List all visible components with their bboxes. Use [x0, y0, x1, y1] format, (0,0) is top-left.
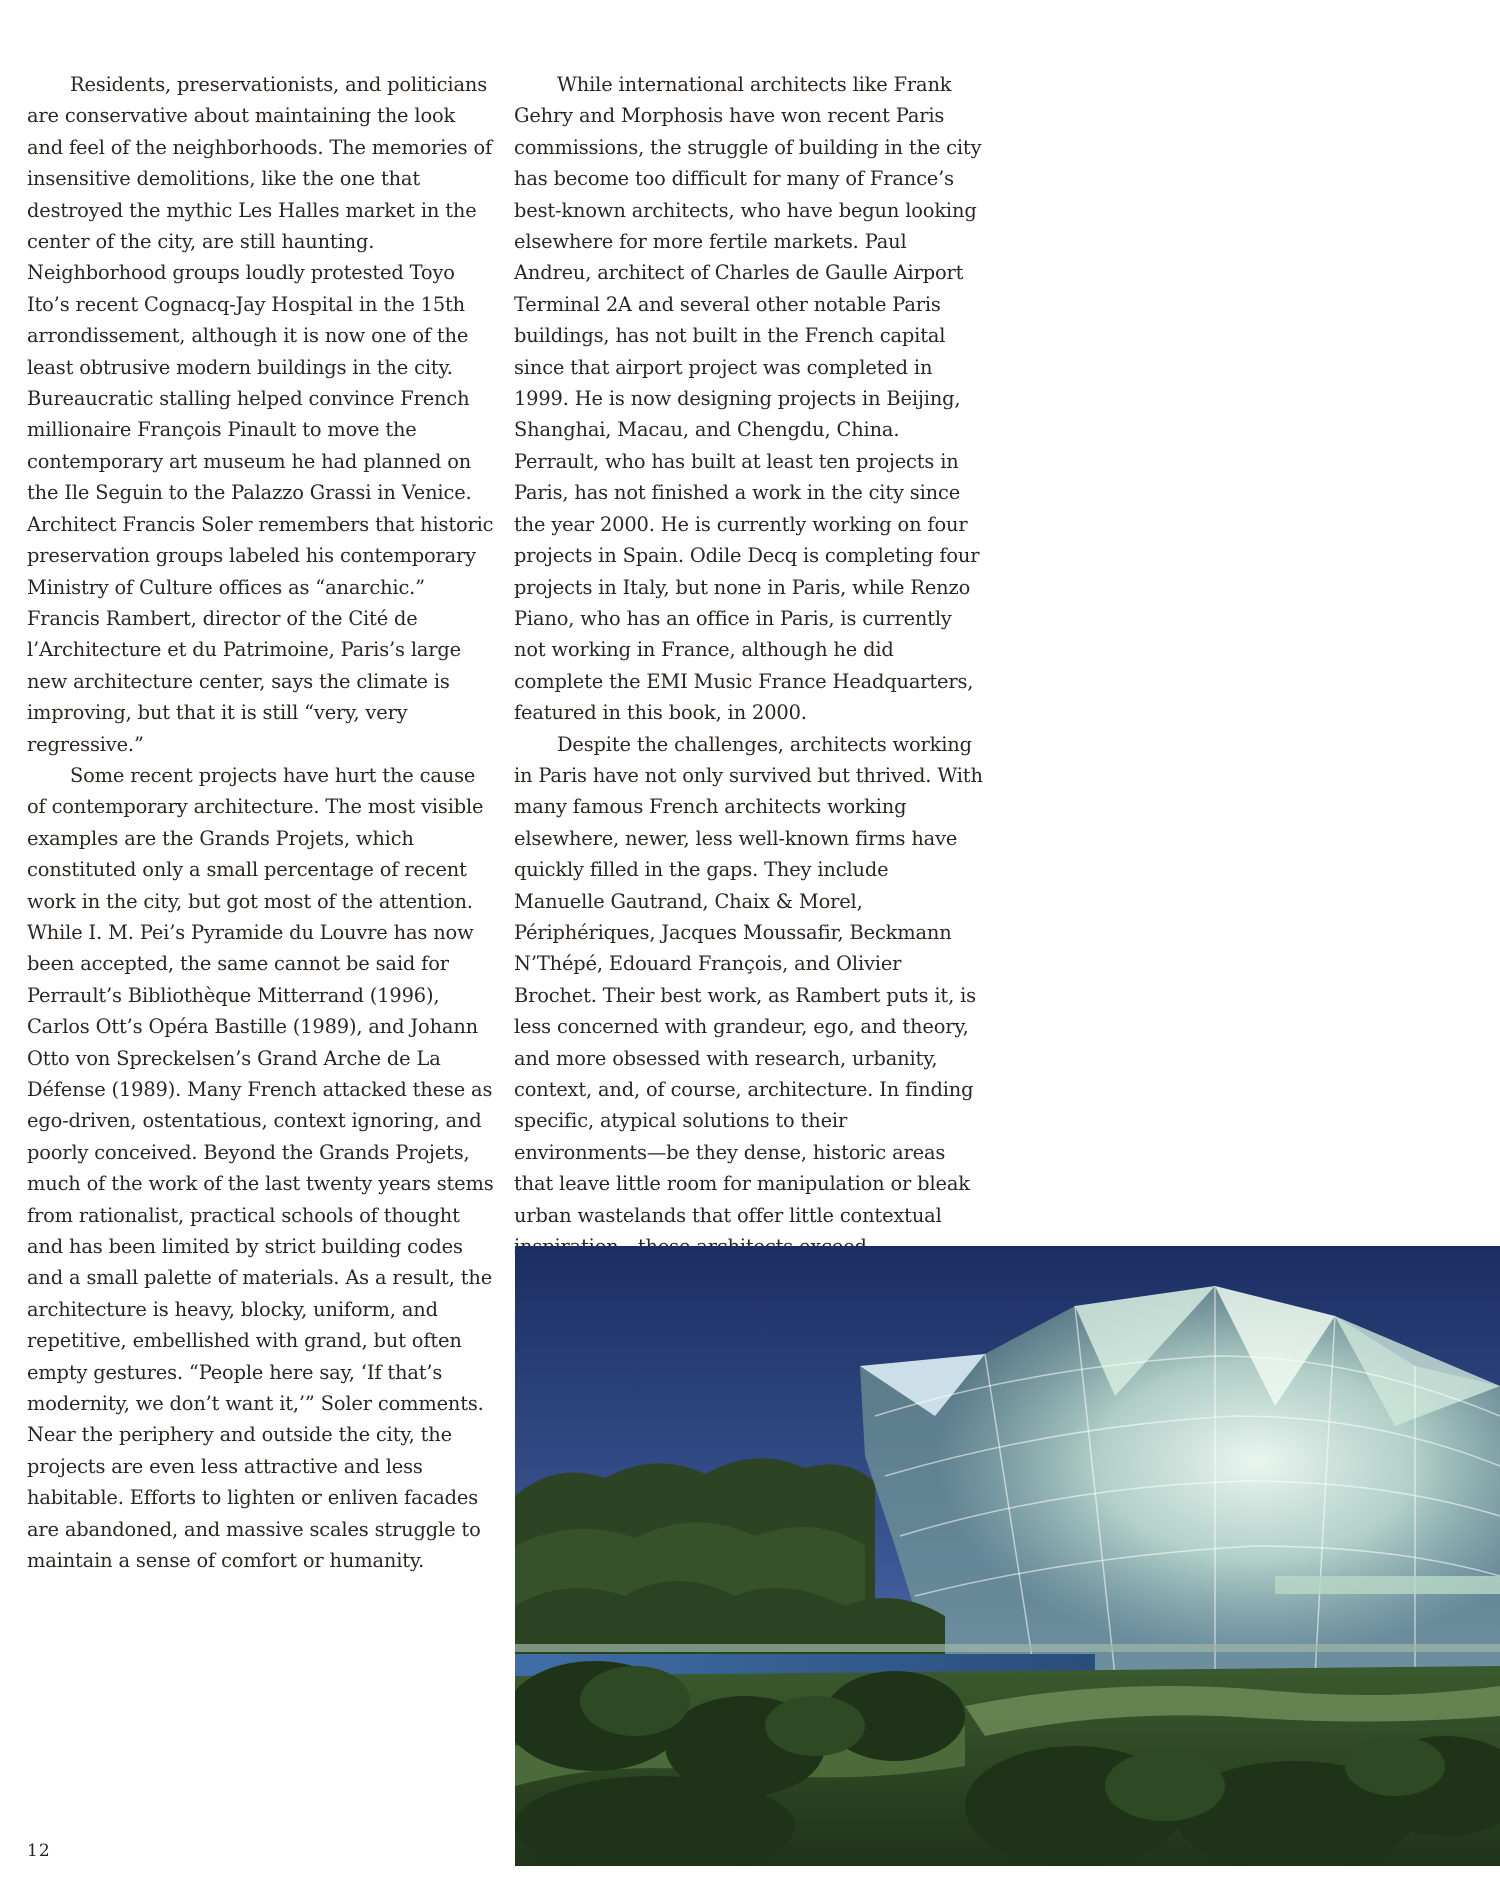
paragraph: Some recent projects have hurt the cause of contemporary architecture. The most visible examples are the Grands Projets, which constituted only a small percentage of recent work in the city, but got most of the attention. While I. M. Pei’s Pyramide du Louvre has now been accepted, the same cannot be said for Perrault’s Bibliothèque Mitterrand (1996), Carlos Ott’s Opéra Bastille (1989), and Johann Otto von Spreckelsen’s Grand Arche de La Défense (1989). Many French attacked these as ego-driven, ostentatious, context ignoring, and poorly conceived. Beyond the Grands Projets, much of the work of the last twenty years stems from rationalist, practical schools of thought and has been limited by strict building codes and a small palette of materials. As a result, the architecture is heavy, blocky, uniform, and repetitive, embellished with grand, but often empty gestures. “People here say, ‘If that’s modernity, we don’t want it,’” Soler comments. Near the periphery and outside the city, the projects are even less attractive and less habitable. Efforts to lighten or enliven facades are abandoned, and massive scales struggle to maintain a sense of comfort or humanity. — [27, 763, 494, 1573]
terrace — [515, 1644, 1500, 1652]
paragraph: Despite the challenges, architects working in Paris have not only survived but thrived. With many famous French architects working elsewhere, newer, less well-known firms have quickly filled in the gaps. They include Manuelle Gautrand, Chaix & Morel, Périphériques, Jacques Moussafir, Beckmann N’Thépé, Edouard François, and Olivier Brochet. Their best work, as Rambert puts it, is less concerned with grandeur, ego, and theory, and more obsessed with research, urbanity, context, and, of course, architecture. In finding specific, atypical solutions to their environments—be they dense, historic areas that leave little room for manipulation or bleak urban wastelands that offer little contextual — [514, 732, 983, 1227]
text-column-right — [514, 69, 984, 1294]
paragraph: Residents, preservationists, and politicians are conservative about maintaining the look and feel of the neighborhoods. The memories of insensitive demolitions, like the one that destroyed the mythic Les Halles market in the center of the city, are still haunting. Neighborhood groups loudly protested Toyo Ito’s recent Cognacq-Jay Hospital in the 15th arrondissement, although it is now one of the least obtrusive modern buildings in the city. Bureaucratic stalling helped convince French millionaire François Pinault to move the contemporary art museum he had planned on the Ile Seguin to the Palazzo Grassi in Venice. Architect Francis Soler remembers that historic preservation groups labeled his contemporary Ministry of Culture offices as “anarchic.” Francis Rambert, director of the Cité de l’Architecture et du Patrimoine, Paris’s large new architecture center, says the climate is improving, but that it is still “very, very regressive.” — [27, 73, 494, 756]
building-rendering-image — [515, 1246, 1500, 1866]
text-column-left — [27, 69, 497, 1577]
paragraph: While international architects like Frank Gehry and Morphosis have won recent Paris commissions, the struggle of building in the city has become too difficult for many of France’s best-known architects, who have begun looking elsewhere for more fertile markets. Paul Andreu, architect of Charles de Gaulle Airport Terminal 2A and several other notable Paris buildings, has not built in the French capital since that airport project was completed in 1999. He is now designing projects in Beijing, Shanghai, Macau, and Chengdu, China. Perrault, who has built at least ten projects in Paris, has not finished a work in the city since the year 2000. He is currently working on four projects in Spain. Odile Decq is completing four projects in Italy, but none in Paris, while Renzo Piano, who has an office in Paris, is currently not working in France, although he did complete the EMI Music France Headquarters, featured in this book, in 2000. — [514, 73, 982, 725]
page-number: 12 — [27, 1841, 51, 1861]
